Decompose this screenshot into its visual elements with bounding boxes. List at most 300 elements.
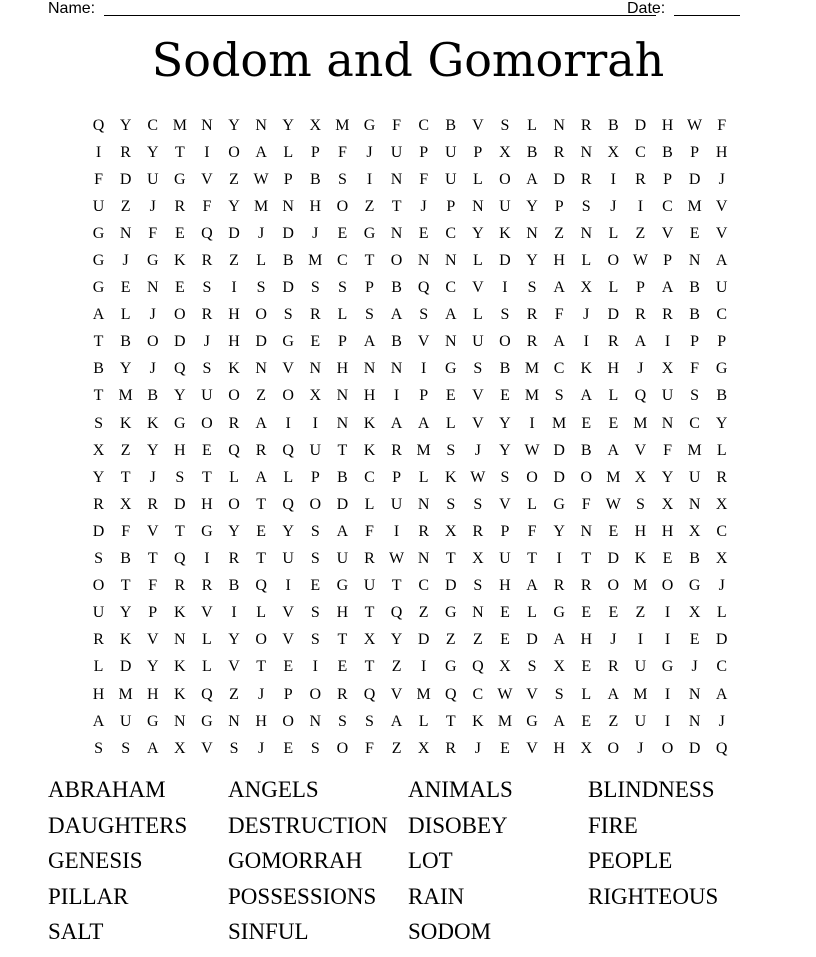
grid-letter: B	[689, 550, 700, 568]
grid-letter: I	[95, 143, 102, 161]
grid-letter: V	[146, 631, 159, 649]
grid-letter: G	[661, 658, 674, 676]
grid-letter: V	[282, 360, 294, 378]
grid-letter: E	[256, 522, 266, 540]
grid-letter: T	[391, 577, 402, 595]
grid-letter: G	[444, 658, 457, 676]
grid-letter: A	[444, 306, 457, 324]
grid-letter: D	[92, 522, 105, 540]
grid-letter: T	[120, 577, 131, 595]
grid-letter: X	[309, 387, 322, 405]
grid-letter: Z	[635, 224, 646, 242]
grid-letter: D	[553, 170, 565, 188]
grid-letter: R	[553, 577, 565, 595]
word-list-item: DISOBEY	[408, 812, 508, 838]
grid-letter: O	[228, 495, 240, 513]
grid-letter: L	[608, 387, 619, 405]
grid-letter: J	[718, 577, 725, 595]
grid-letter: O	[499, 170, 511, 188]
grid-letter: X	[661, 495, 674, 513]
grid-letter: S	[337, 712, 347, 730]
grid-letter: A	[526, 170, 538, 188]
grid-letter: L	[527, 604, 537, 622]
grid-letter: B	[445, 116, 457, 134]
grid-letter: O	[607, 577, 620, 595]
grid-letter: V	[526, 685, 538, 703]
grid-letter: P	[663, 252, 672, 270]
grid-letter: I	[637, 197, 644, 215]
grid-letter: T	[256, 550, 266, 568]
grid-letter: C	[662, 197, 673, 215]
grid-letter: J	[718, 170, 725, 188]
grid-letter: V	[661, 224, 674, 242]
grid-letter: L	[716, 441, 727, 459]
grid-letter: D	[607, 550, 620, 568]
grid-letter: J	[637, 739, 644, 757]
grid-letter: F	[419, 170, 429, 188]
grid-letter: I	[312, 414, 318, 432]
grid-letter: R	[201, 306, 213, 324]
grid-letter: K	[228, 360, 240, 378]
grid-letter: E	[418, 224, 429, 242]
grid-letter: S	[554, 387, 564, 405]
grid-letter: G	[363, 116, 376, 134]
grid-letter: R	[147, 495, 159, 513]
grid-letter: W	[253, 170, 269, 188]
grid-letter: A	[715, 252, 728, 270]
grid-letter: K	[499, 224, 511, 242]
grid-letter: L	[472, 252, 483, 270]
grid-letter: B	[282, 252, 294, 270]
grid-letter: S	[310, 739, 320, 757]
grid-letter: E	[310, 577, 321, 595]
grid-letter: M	[253, 197, 269, 215]
grid-letter: S	[94, 739, 103, 757]
grid-letter: T	[581, 550, 592, 568]
grid-letter: P	[500, 522, 510, 540]
grid-letter: B	[580, 441, 592, 459]
grid-letter: F	[365, 739, 374, 757]
grid-letter: Z	[608, 712, 619, 730]
grid-letter: J	[312, 224, 319, 242]
grid-letter: R	[635, 170, 646, 188]
grid-letter: S	[419, 306, 429, 324]
grid-letter: D	[634, 116, 647, 134]
grid-letter: J	[149, 360, 156, 378]
word-list-item: ANGELS	[228, 777, 319, 802]
grid-letter: T	[445, 550, 456, 568]
grid-letter: G	[336, 577, 349, 595]
grid-letter: W	[497, 685, 513, 703]
grid-letter: S	[500, 468, 510, 486]
grid-letter: B	[499, 360, 511, 378]
grid-letter: I	[664, 604, 671, 622]
grid-letter: O	[309, 495, 322, 513]
grid-letter: C	[689, 414, 700, 432]
grid-letter: F	[581, 495, 591, 513]
grid-letter: R	[418, 522, 429, 540]
grid-letter: Y	[146, 143, 159, 161]
grid-letter: V	[472, 116, 484, 134]
grid-letter: R	[580, 577, 592, 595]
grid-letter: Z	[472, 631, 483, 649]
grid-letter: E	[202, 441, 212, 459]
grid-letter: T	[445, 712, 456, 730]
grid-letter: O	[607, 739, 620, 757]
grid-letter: Y	[92, 468, 105, 486]
grid-letter: A	[607, 685, 620, 703]
grid-letter: A	[363, 333, 376, 351]
grid-letter: E	[581, 658, 592, 676]
grid-letter: P	[419, 387, 429, 405]
grid-letter: P	[473, 143, 483, 161]
grid-letter: E	[337, 224, 348, 242]
grid-letter: U	[634, 658, 647, 676]
grid-letter: V	[201, 604, 213, 622]
grid-letter: B	[391, 333, 402, 351]
grid-letter: P	[283, 170, 293, 188]
grid-letter: Q	[363, 685, 376, 703]
grid-letter: J	[718, 712, 725, 730]
grid-letter: G	[553, 495, 565, 513]
grid-letter: Y	[499, 414, 511, 432]
grid-letter: I	[610, 170, 616, 188]
grid-letter: B	[689, 306, 700, 324]
grid-letter: H	[146, 685, 159, 703]
grid-letter: U	[363, 577, 376, 595]
word-list-item: POSSESSIONS	[228, 883, 377, 909]
grid-letter: C	[716, 522, 728, 540]
grid-letter: M	[416, 441, 431, 459]
grid-letter: V	[472, 387, 484, 405]
grid-letter: Y	[526, 252, 538, 270]
grid-letter: Z	[635, 604, 646, 622]
grid-letter: N	[390, 170, 403, 188]
grid-letter: U	[146, 170, 159, 188]
grid-letter: R	[364, 550, 375, 568]
grid-letter: X	[499, 658, 511, 676]
grid-letter: I	[583, 333, 589, 351]
grid-letter: Y	[715, 414, 728, 432]
grid-letter: U	[472, 333, 484, 351]
grid-letter: S	[229, 739, 239, 757]
grid-letter: D	[688, 739, 701, 757]
grid-letter: Y	[661, 468, 674, 486]
grid-letter: A	[92, 712, 105, 730]
grid-letter: M	[633, 414, 648, 432]
grid-letter: R	[228, 414, 240, 432]
grid-letter: E	[310, 333, 321, 351]
grid-letter: H	[336, 604, 349, 622]
word-list-item: PEOPLE	[588, 848, 673, 873]
grid-letter: E	[608, 414, 619, 432]
grid-letter: S	[473, 577, 483, 595]
grid-letter: H	[363, 387, 376, 405]
grid-letter: F	[337, 143, 347, 161]
grid-letter: U	[390, 143, 403, 161]
grid-letter: X	[688, 604, 701, 622]
grid-letter: J	[610, 631, 617, 649]
grid-letter: O	[336, 197, 349, 215]
grid-letter: B	[526, 143, 538, 161]
grid-letter: P	[337, 333, 347, 351]
grid-letter: N	[417, 550, 430, 568]
grid-letter: N	[580, 522, 593, 540]
grid-letter: Z	[391, 739, 402, 757]
grid-letter: X	[607, 143, 620, 161]
grid-letter: D	[499, 252, 511, 270]
grid-letter: C	[418, 116, 429, 134]
grid-letter: Q	[390, 604, 403, 622]
grid-letter: H	[661, 116, 674, 134]
grid-letter: J	[637, 360, 644, 378]
grid-letter: O	[255, 631, 267, 649]
grid-letter: I	[421, 658, 427, 676]
grid-letter: N	[255, 116, 267, 134]
grid-letter: B	[391, 279, 402, 297]
grid-letter: M	[633, 685, 648, 703]
grid-letter: C	[472, 685, 484, 703]
grid-letter: I	[664, 631, 671, 649]
grid-letter: Y	[228, 197, 240, 215]
grid-letter: Z	[256, 387, 266, 405]
grid-letter: L	[283, 143, 294, 161]
grid-letter: J	[474, 441, 481, 459]
grid-letter: N	[309, 360, 322, 378]
letter-grid	[85, 112, 735, 762]
grid-letter: Q	[282, 441, 294, 459]
grid-letter: X	[444, 522, 457, 540]
grid-letter: Q	[634, 387, 647, 405]
grid-letter: I	[664, 685, 671, 703]
grid-letter: U	[715, 279, 728, 297]
grid-letter: J	[257, 224, 265, 242]
grid-letter: Y	[119, 604, 132, 622]
grid-letter: A	[526, 577, 538, 595]
grid-letter: E	[581, 604, 592, 622]
page-title: Sodom and Gomorrah	[151, 33, 665, 87]
grid-letter: M	[497, 712, 513, 730]
grid-letter: S	[121, 739, 131, 757]
word-list-item: GENESIS	[48, 848, 143, 873]
grid-letter: Z	[120, 441, 131, 459]
grid-letter: E	[500, 604, 510, 622]
grid-letter: R	[580, 170, 592, 188]
grid-letter: Z	[391, 658, 402, 676]
grid-letter: A	[417, 414, 430, 432]
grid-letter: G	[282, 333, 294, 351]
grid-letter: N	[390, 360, 403, 378]
grid-letter: R	[93, 631, 104, 649]
word-list-item: FIRE	[588, 812, 638, 838]
grid-letter: S	[581, 197, 591, 215]
grid-letter: Y	[119, 116, 132, 134]
grid-letter: Y	[174, 387, 186, 405]
grid-letter: R	[662, 306, 673, 324]
grid-letter: E	[689, 224, 700, 242]
grid-letter: V	[634, 441, 647, 459]
grid-letter: A	[553, 631, 565, 649]
grid-letter: K	[580, 360, 593, 378]
grid-letter: D	[688, 170, 701, 188]
grid-letter: M	[552, 414, 567, 432]
grid-letter: W	[470, 468, 486, 486]
grid-letter: H	[607, 360, 620, 378]
grid-letter: M	[633, 577, 648, 595]
word-list-item: RIGHTEOUS	[588, 883, 719, 909]
grid-letter: B	[120, 550, 131, 568]
grid-letter: U	[282, 550, 294, 568]
grid-letter: R	[201, 252, 213, 270]
grid-letter: Y	[146, 658, 159, 676]
grid-letter: S	[337, 170, 347, 188]
grid-letter: V	[417, 333, 430, 351]
grid-letter: R	[526, 333, 538, 351]
grid-letter: I	[204, 143, 210, 161]
grid-letter: P	[690, 333, 700, 351]
grid-letter: W	[687, 116, 703, 134]
grid-letter: H	[92, 685, 105, 703]
grid-letter: D	[228, 224, 240, 242]
grid-letter: N	[119, 224, 132, 242]
grid-letter: H	[255, 712, 267, 730]
word-list-item: SALT	[48, 919, 104, 944]
grid-letter: U	[499, 550, 511, 568]
grid-letter: Z	[229, 685, 239, 703]
grid-letter: Z	[554, 224, 565, 242]
grid-letter: M	[172, 116, 187, 134]
grid-letter: S	[310, 604, 320, 622]
grid-letter: U	[390, 495, 403, 513]
grid-letter: L	[256, 604, 266, 622]
grid-letter: E	[581, 712, 592, 730]
grid-letter: O	[201, 414, 213, 432]
grid-letter: M	[416, 685, 431, 703]
grid-letter: L	[716, 604, 727, 622]
grid-letter: S	[202, 279, 212, 297]
grid-letter: H	[634, 522, 647, 540]
grid-letter: S	[310, 550, 320, 568]
grid-letter: N	[444, 252, 457, 270]
grid-letter: L	[581, 252, 592, 270]
grid-letter: N	[688, 252, 701, 270]
grid-letter: K	[174, 658, 186, 676]
grid-letter: F	[690, 360, 700, 378]
grid-letter: I	[664, 333, 671, 351]
grid-letter: H	[715, 143, 728, 161]
grid-letter: Q	[228, 441, 240, 459]
grid-letter: P	[554, 197, 564, 215]
grid-letter: Y	[553, 522, 565, 540]
grid-letter: U	[444, 143, 457, 161]
grid-letter: Y	[390, 631, 403, 649]
grid-letter: E	[120, 279, 131, 297]
grid-letter: V	[390, 685, 403, 703]
grid-letter: F	[365, 522, 374, 540]
word-list-item: ANIMALS	[408, 777, 513, 802]
grid-letter: M	[687, 197, 702, 215]
grid-letter: S	[175, 468, 185, 486]
grid-letter: N	[146, 279, 159, 297]
grid-letter: E	[608, 522, 619, 540]
grid-letter: I	[502, 279, 508, 297]
grid-letter: D	[282, 279, 294, 297]
grid-letter: G	[553, 604, 565, 622]
grid-letter: K	[174, 685, 186, 703]
grid-letter: W	[605, 495, 621, 513]
grid-letter: B	[228, 577, 240, 595]
grid-letter: Y	[228, 631, 240, 649]
grid-letter: D	[553, 441, 565, 459]
grid-letter: E	[500, 387, 510, 405]
grid-letter: S	[365, 306, 374, 324]
grid-letter: W	[524, 441, 540, 459]
grid-letter: X	[119, 495, 132, 513]
grid-letter: E	[500, 739, 510, 757]
grid-letter: N	[553, 116, 565, 134]
grid-letter: B	[662, 143, 673, 161]
grid-letter: V	[282, 631, 294, 649]
grid-letter: C	[716, 658, 728, 676]
grid-letter: H	[336, 360, 349, 378]
grid-letter: F	[121, 522, 131, 540]
grid-letter: J	[149, 306, 156, 324]
grid-letter: O	[174, 306, 186, 324]
grid-letter: D	[282, 224, 294, 242]
grid-letter: C	[418, 577, 429, 595]
grid-letter: G	[92, 224, 105, 242]
grid-letter: R	[93, 495, 104, 513]
date-label: Date:	[627, 0, 666, 17]
grid-letter: P	[663, 170, 672, 188]
grid-letter: X	[580, 739, 593, 757]
grid-letter: L	[608, 279, 619, 297]
grid-letter: D	[174, 495, 186, 513]
grid-letter: P	[635, 279, 645, 297]
grid-letter: Y	[499, 441, 511, 459]
grid-letter: X	[472, 550, 484, 568]
grid-letter: V	[499, 495, 511, 513]
grid-letter: X	[580, 279, 593, 297]
grid-letter: G	[146, 252, 159, 270]
grid-letter: U	[309, 441, 322, 459]
grid-letter: F	[392, 116, 402, 134]
grid-letter: D	[715, 631, 728, 649]
grid-letter: Q	[174, 550, 186, 568]
grid-letter: L	[337, 306, 348, 324]
grid-letter: T	[202, 468, 212, 486]
grid-letter: S	[202, 360, 212, 378]
grid-letter: P	[365, 279, 374, 297]
grid-letter: S	[310, 279, 320, 297]
grid-letter: R	[228, 550, 240, 568]
grid-letter: A	[336, 522, 349, 540]
grid-letter: U	[119, 712, 132, 730]
grid-letter: S	[527, 658, 537, 676]
grid-letter: G	[444, 360, 457, 378]
grid-letter: R	[174, 197, 186, 215]
grid-letter: L	[527, 495, 537, 513]
grid-letter: R	[309, 306, 321, 324]
grid-letter: Y	[228, 522, 240, 540]
grid-letter: R	[472, 522, 484, 540]
grid-letter: O	[228, 143, 240, 161]
grid-letter: N	[417, 252, 430, 270]
grid-letter: H	[661, 522, 674, 540]
grid-letter: X	[661, 360, 674, 378]
grid-letter: D	[119, 170, 132, 188]
grid-letter: N	[526, 224, 538, 242]
